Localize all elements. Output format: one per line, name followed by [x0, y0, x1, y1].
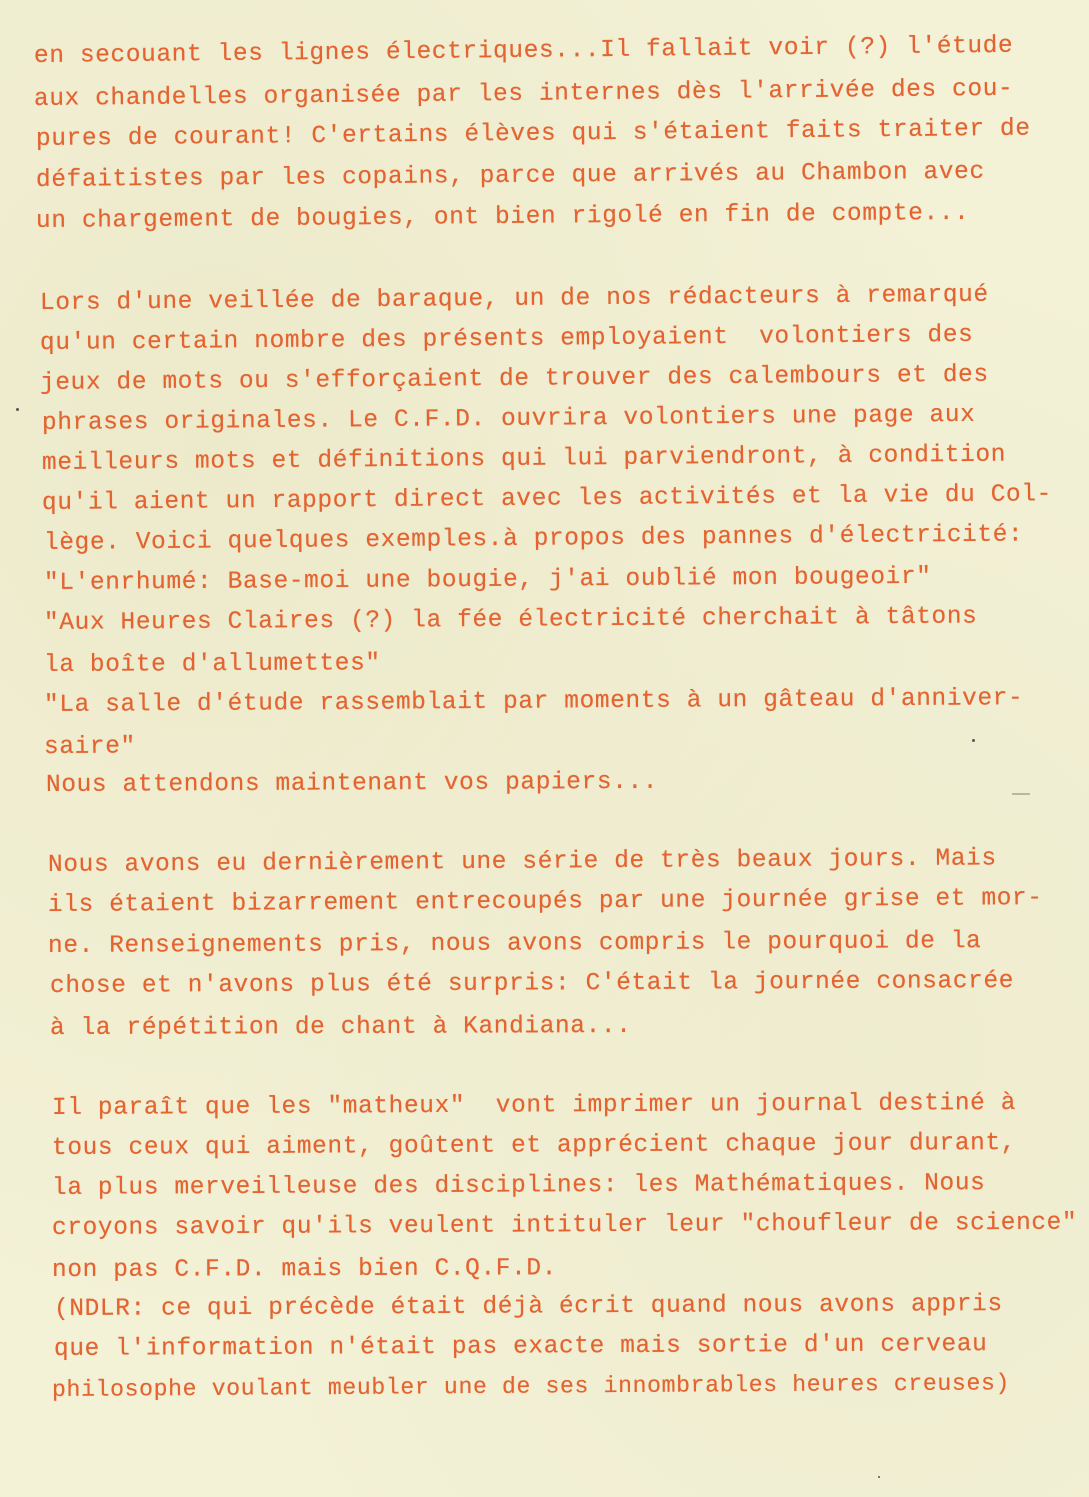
- text-line: "La salle d'étude rassemblait par moments à un gâteau d'anniver-: [43, 685, 1024, 719]
- text-line: à la répétition de chant à Kandiana...: [49, 1012, 632, 1042]
- text-line: "Aux Heures Claires (?) la fée électricité cherchait à tâtons: [43, 603, 978, 637]
- text-line: la plus merveilleuse des disciplines: les Mathématiques. Nous: [51, 1170, 986, 1202]
- text-line: saire": [43, 733, 136, 761]
- text-line: "L'enrhumé: Base-moi une bougie, j'ai oublié mon bougeoir": [43, 563, 932, 597]
- text-line: non pas C.F.D. mais bien C.Q.F.D.: [51, 1255, 558, 1284]
- text-line: qu'il aient un rapport direct avec les activités et la vie du Col-: [41, 481, 1053, 517]
- paper-speck: [16, 408, 19, 411]
- text-line: (NDLR: ce qui précède était déjà écrit quand nous avons appris: [53, 1291, 1003, 1323]
- text-line: ils étaient bizarrement entrecoupés par une journée grise et mor-: [47, 885, 1043, 919]
- text-line: chose et n'avons plus été surpris: C'était la journée consacrée: [49, 967, 1015, 1000]
- text-line: lège. Voici quelques exemples.à propos des pannes d'électricité:: [43, 521, 1024, 557]
- text-line: meilleurs mots et définitions qui lui parviendront, à condition: [41, 441, 1007, 477]
- text-line: jeux de mots ou s'efforçaient de trouver des calembours et des: [39, 361, 989, 397]
- text-line: en secouant les lignes électriques...Il fallait voir (?) l'étude: [33, 32, 1014, 70]
- text-line: Il paraît que les "matheux" vont imprimer un journal destiné à: [51, 1089, 1017, 1122]
- text-line: tous ceux qui aiment, goûtent et apprécient chaque jour durant,: [51, 1129, 1017, 1162]
- paper-speck: [972, 739, 975, 742]
- text-line: la boîte d'allumettes": [43, 650, 381, 679]
- paper-mark: [1012, 793, 1030, 795]
- text-line: que l'information n'était pas exacte mais sortie d'un cerveau: [53, 1331, 988, 1363]
- text-line: pures de courant! C'ertains élèves qui s'étaient faits traiter de: [35, 115, 1031, 153]
- text-line: qu'un certain nombre des présents employaient volontiers des: [39, 321, 974, 357]
- text-line: un chargement de bougies, ont bien rigolé en fin de compte...: [35, 199, 970, 235]
- text-line: croyons savoir qu'ils veulent intituler leur "choufleur de science": [51, 1209, 1078, 1242]
- text-line: Lors d'une veillée de baraque, un de nos rédacteurs à remarqué: [39, 281, 989, 317]
- text-line: philosophe voulant meubler une de ses innombrables heures creuses): [51, 1370, 1011, 1403]
- text-line: aux chandelles organisée par les internes dès l'arrivée des cou-: [33, 75, 1014, 113]
- text-line: défaitistes par les copains, parce que arrivés au Chambon avec: [35, 158, 985, 194]
- text-line: ne. Renseignements pris, nous avons compris le pourquoi de la: [47, 928, 982, 960]
- text-line: phrases originales. Le C.F.D. ouvrira volontiers une page aux: [41, 401, 976, 437]
- paper-speck: [878, 1476, 880, 1478]
- text-line: Nous avons eu dernièrement une série de très beaux jours. Mais: [47, 845, 997, 879]
- text-line: Nous attendons maintenant vos papiers...: [45, 768, 659, 799]
